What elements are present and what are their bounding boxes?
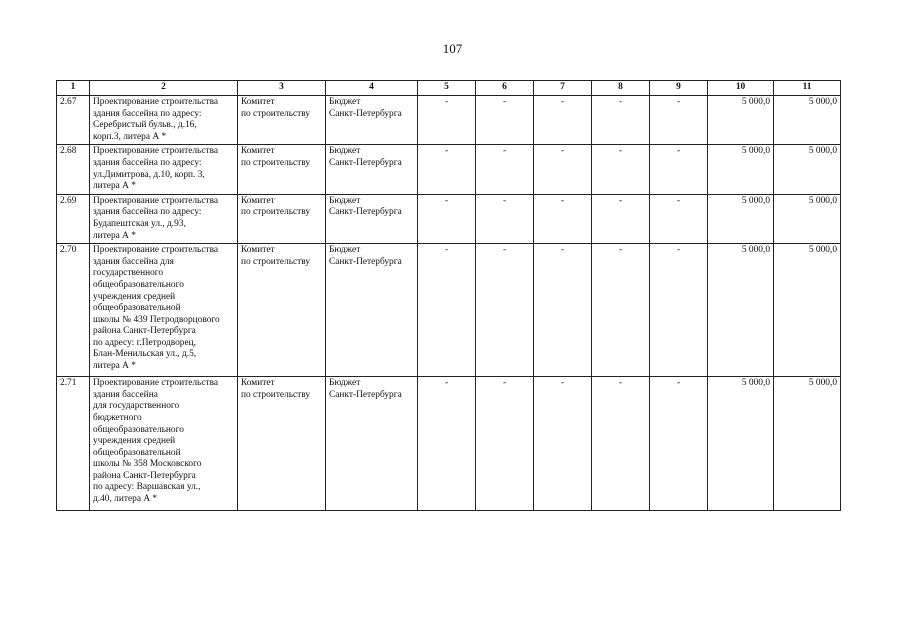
row-number: 2.67 xyxy=(57,96,90,145)
row-col7: - xyxy=(534,145,592,194)
row-col10: 5 000,0 xyxy=(708,377,774,511)
row-col5: - xyxy=(418,96,476,145)
row-col6: - xyxy=(476,377,534,511)
column-header: 9 xyxy=(650,81,708,96)
row-col6: - xyxy=(476,194,534,243)
row-col6: - xyxy=(476,96,534,145)
table-row xyxy=(57,96,841,145)
row-col5: - xyxy=(418,194,476,243)
row-col5: - xyxy=(418,244,476,377)
row-col8: - xyxy=(592,96,650,145)
row-col11: 5 000,0 xyxy=(774,377,841,511)
row-col5: - xyxy=(418,377,476,511)
column-header: 10 xyxy=(708,81,774,96)
row-source: Бюджет Санкт-Петербурга xyxy=(326,377,418,511)
row-source: Бюджет Санкт-Петербурга xyxy=(326,244,418,377)
row-col6: - xyxy=(476,145,534,194)
row-executor: Комитет по строительству xyxy=(238,96,326,145)
row-col9: - xyxy=(650,96,708,145)
row-col10: 5 000,0 xyxy=(708,194,774,243)
row-name: Проектирование строительства здания бассейна для государственного бюджетного общеобразовательного учреждения средней общеобразовательной школы № 358 Московского района Санкт-Петербурга по адресу: Варшавская ул., д.40, литера А * xyxy=(90,377,238,511)
budget-table xyxy=(56,80,841,511)
column-header: 3 xyxy=(238,81,326,96)
row-source: Бюджет Санкт-Петербурга xyxy=(326,194,418,243)
row-number: 2.68 xyxy=(57,145,90,194)
page-number: 107 xyxy=(442,41,463,56)
table-row xyxy=(57,244,841,377)
row-col7: - xyxy=(534,377,592,511)
row-col10: 5 000,0 xyxy=(708,145,774,194)
row-col9: - xyxy=(650,377,708,511)
row-col6: - xyxy=(476,244,534,377)
row-name: Проектирование строительства здания бассейна для государственного общеобразовательного учреждения средней общеобразовательной школы № 439 Петродворцового района Санкт-Петербурга по адресу: г.Петродворец, Блан-Менильская ул., д.5, литера А * xyxy=(90,244,238,377)
row-source: Бюджет Санкт-Петербурга xyxy=(326,96,418,145)
row-executor: Комитет по строительству xyxy=(238,377,326,511)
row-col10: 5 000,0 xyxy=(708,244,774,377)
row-executor: Комитет по строительству xyxy=(238,145,326,194)
row-executor: Комитет по строительству xyxy=(238,244,326,377)
row-col7: - xyxy=(534,194,592,243)
table-row xyxy=(57,377,841,511)
row-executor: Комитет по строительству xyxy=(238,194,326,243)
header-row xyxy=(57,81,841,96)
row-col5: - xyxy=(418,145,476,194)
row-col9: - xyxy=(650,244,708,377)
row-col10: 5 000,0 xyxy=(708,96,774,145)
table-row xyxy=(57,145,841,194)
column-header: 7 xyxy=(534,81,592,96)
row-source: Бюджет Санкт-Петербурга xyxy=(326,145,418,194)
row-col8: - xyxy=(592,244,650,377)
row-col11: 5 000,0 xyxy=(774,145,841,194)
row-col8: - xyxy=(592,194,650,243)
row-col7: - xyxy=(534,244,592,377)
row-col8: - xyxy=(592,377,650,511)
column-header: 5 xyxy=(418,81,476,96)
row-col11: 5 000,0 xyxy=(774,244,841,377)
row-name: Проектирование строительства здания бассейна по адресу: Будапештская ул., д.93, литера А * xyxy=(90,194,238,243)
row-number: 2.70 xyxy=(57,244,90,377)
column-header: 11 xyxy=(774,81,841,96)
row-number: 2.71 xyxy=(57,377,90,511)
table-row xyxy=(57,194,841,243)
row-col8: - xyxy=(592,145,650,194)
row-number: 2.69 xyxy=(57,194,90,243)
row-name: Проектирование строительства здания бассейна по адресу: ул.Димитрова, д.10, корп. 3, литера А * xyxy=(90,145,238,194)
column-header: 8 xyxy=(592,81,650,96)
row-col7: - xyxy=(534,96,592,145)
row-col9: - xyxy=(650,194,708,243)
column-header: 4 xyxy=(326,81,418,96)
row-col9: - xyxy=(650,145,708,194)
row-col11: 5 000,0 xyxy=(774,194,841,243)
row-col11: 5 000,0 xyxy=(774,96,841,145)
column-header: 1 xyxy=(57,81,90,96)
row-name: Проектирование строительства здания бассейна по адресу: Серебристый бульв., д.16, корп.3, литера А * xyxy=(90,96,238,145)
column-header: 6 xyxy=(476,81,534,96)
column-header: 2 xyxy=(90,81,238,96)
